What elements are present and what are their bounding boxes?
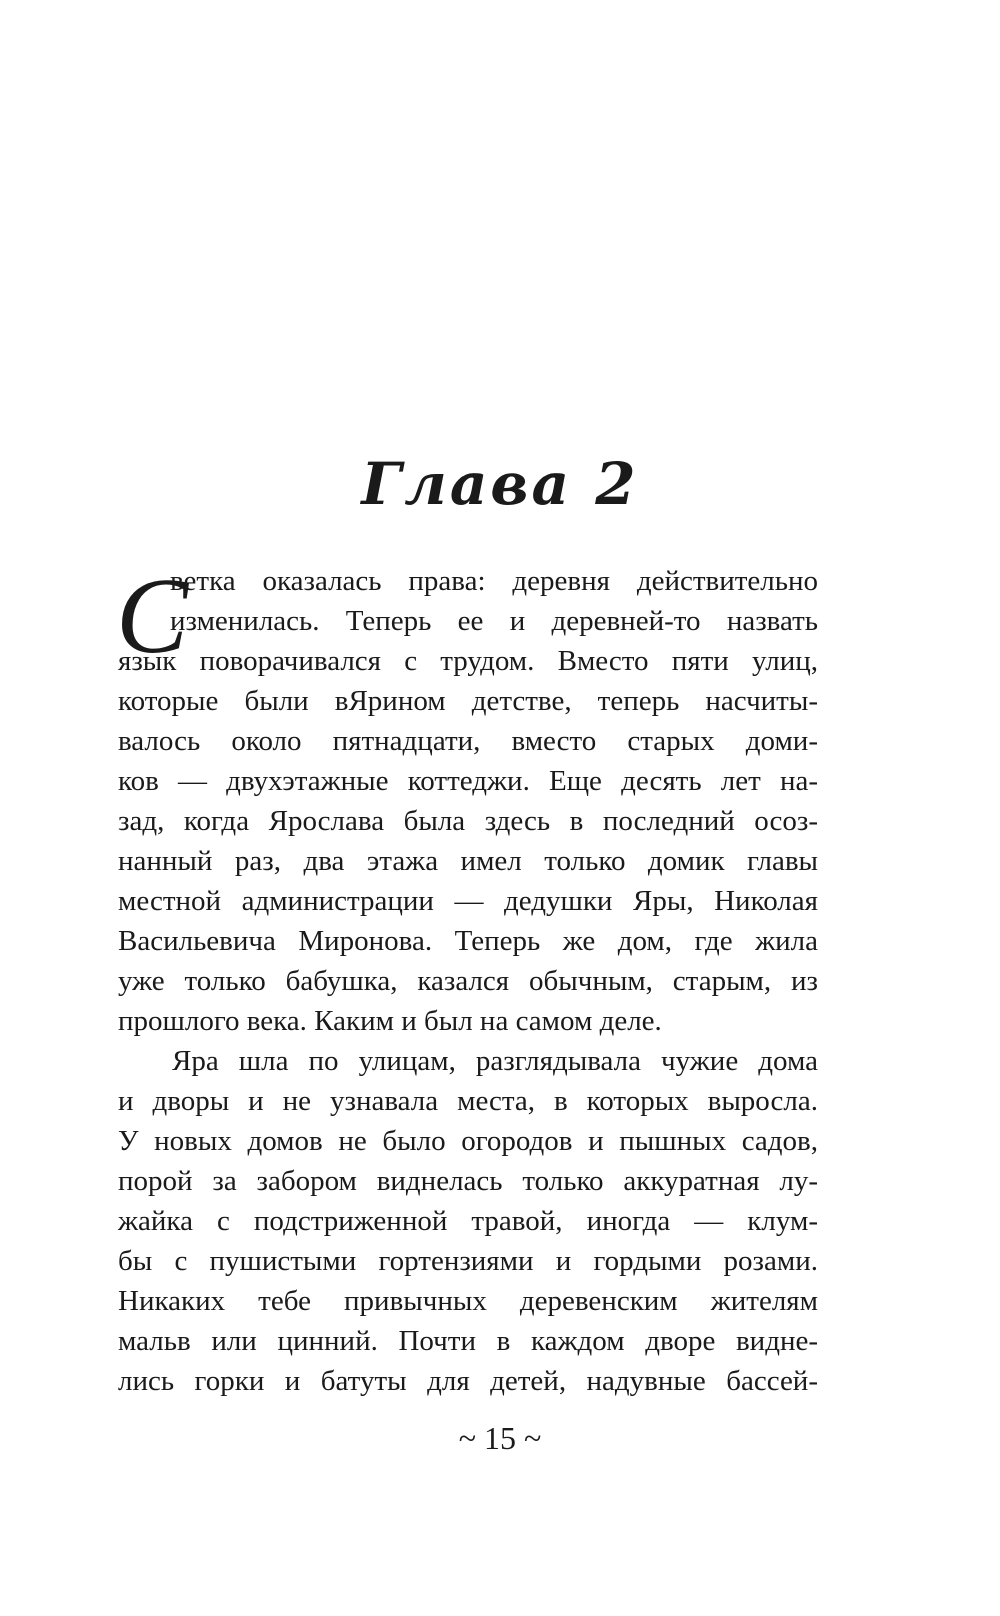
text-line: бы с пушистыми гортензиями и гордыми розами. [118, 1245, 818, 1277]
text-line: Васильевича Миронова. Теперь же дом, где жила [118, 925, 818, 957]
text-line: и дворы и не узнавала места, в которых выросла. [118, 1085, 818, 1117]
drop-cap: С [116, 557, 189, 676]
paragraph-1 [116, 557, 818, 1041]
text-line: У новых домов не было огородов и пышных садов, [118, 1125, 818, 1157]
text-line: жайка с подстриженной травой, иногда — клум- [118, 1205, 818, 1237]
text-line: нанный раз, два этажа имел только домик главы [118, 845, 818, 877]
text-line: которые были вЯрином детстве, теперь насчиты- [118, 685, 818, 717]
text-line: язык поворачивался с трудом. Вместо пяти улиц, [118, 645, 818, 677]
text-line: валось около пятнадцати, вместо старых доми- [118, 725, 818, 757]
text-line: мальв или цинний. Почти в каждом дворе видне- [118, 1325, 818, 1357]
text-line: ветка оказалась права: деревня действительно [170, 565, 818, 597]
chapter-title: Глава 2 [361, 450, 639, 518]
text-line: уже только бабушка, казался обычным, старым, из [118, 965, 818, 997]
text-line: ков — двухэтажные коттеджи. Еще десять лет на- [118, 765, 818, 797]
text-line: местной администрации — дедушки Яры, Николая [118, 885, 818, 917]
text-line: порой за забором виднелась только аккуратная лу- [118, 1165, 818, 1197]
body-text [116, 557, 818, 1401]
text-line: зад, когда Ярослава была здесь в последний осоз- [118, 805, 818, 837]
text-line: лись горки и батуты для детей, надувные бассей- [118, 1365, 818, 1397]
page-number: ~ 15 ~ [458, 1420, 542, 1456]
paragraph-2 [118, 1041, 818, 1401]
text-line: прошлого века. Каким и был на самом деле. [118, 1005, 662, 1037]
text-line: Никаких тебе привычных деревенским жителям [118, 1285, 818, 1317]
text-line: изменилась. Теперь ее и деревней-то назвать [170, 605, 818, 637]
text-line: Яра шла по улицам, разглядывала чужие дома [172, 1045, 818, 1077]
